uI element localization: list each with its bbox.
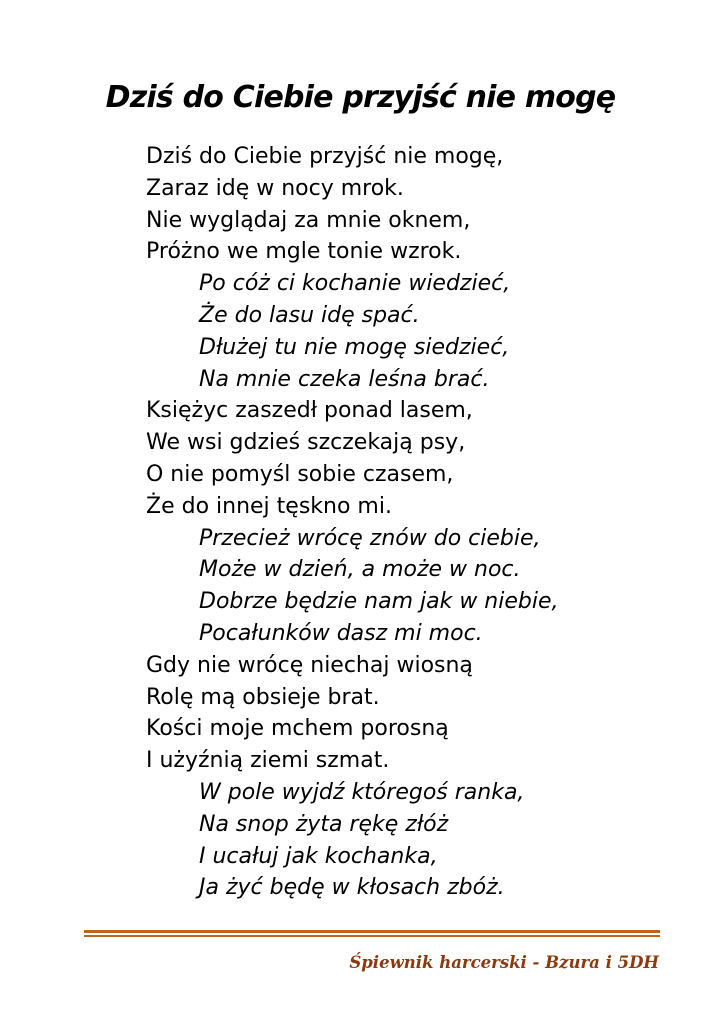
- footer-rule-thick: [84, 930, 660, 933]
- chorus-line: I ucałuj jak kochanka,: [199, 843, 438, 869]
- chorus-line: Że do lasu idę spać.: [199, 302, 420, 328]
- chorus-line: Na mnie czeka leśna brać.: [199, 366, 490, 392]
- chorus-line: Może w dzień, a może w noc.: [199, 557, 521, 583]
- verse-line: Gdy nie wrócę niechaj wiosną: [146, 652, 473, 678]
- verse-line: Próżno we mgle tonie wzrok.: [146, 239, 462, 265]
- footer-songbook-name: Śpiewnik harcerski - Bzura i 5DH: [349, 953, 659, 972]
- chorus-line: Dobrze będzie nam jak w niebie,: [199, 589, 559, 615]
- chorus-line: Pocałunków dasz mi moc.: [199, 620, 483, 646]
- verse-line: Nie wyglądaj za mnie oknem,: [146, 207, 471, 233]
- verse-line: I użyźnią ziemi szmat.: [146, 748, 390, 774]
- verse-line: Zaraz idę w nocy mrok.: [146, 175, 404, 201]
- song-lyrics: [146, 141, 559, 904]
- verse-line: Kości moje mchem porosną: [146, 716, 449, 742]
- verse-line: Że do innej tęskno mi.: [146, 493, 392, 519]
- chorus-line: W pole wyjdź któregoś ranka,: [199, 779, 525, 805]
- verse-line: O nie pomyśl sobie czasem,: [146, 461, 454, 487]
- verse-line: Dziś do Ciebie przyjść nie mogę,: [146, 144, 504, 169]
- chorus-line: Ja żyć będę w kłosach zbóż.: [199, 875, 505, 901]
- verse-line: Księżyc zaszedł ponad lasem,: [146, 398, 473, 424]
- song-title: Dziś do Ciebie przyjść nie mogę: [105, 80, 616, 115]
- chorus-line: Przecież wrócę znów do ciebie,: [199, 525, 541, 551]
- chorus-line: Po cóż ci kochanie wiedzieć,: [199, 271, 511, 297]
- footer-rule-thin: [84, 935, 660, 937]
- verse-line: Rolę mą obsieje brat.: [146, 684, 380, 710]
- verse-line: We wsi gdzieś szczekają psy,: [146, 430, 466, 456]
- chorus-line: Na snop żyta rękę złóż: [199, 811, 449, 837]
- chorus-line: Dłużej tu nie mogę siedzieć,: [199, 334, 510, 360]
